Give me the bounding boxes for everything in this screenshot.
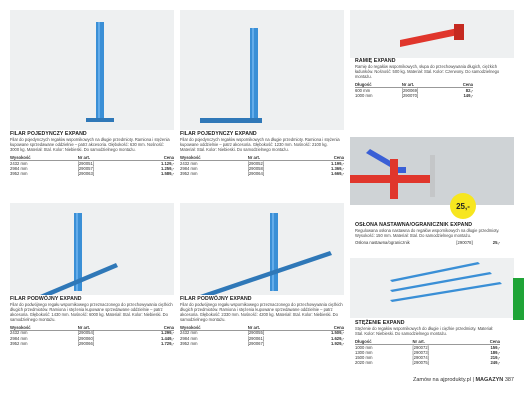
table-row: 3952 mm [290064] 1.669,-: [180, 170, 344, 176]
product-image-brace: [350, 258, 514, 318]
table-row: 2984 mm [290057] 1.259,-: [10, 165, 174, 171]
table-row: 3952 mm [290066] 1.729,-: [10, 340, 174, 346]
price-table: [355, 241, 500, 246]
product-filar-pojedynczy-630: [10, 131, 174, 177]
table-row: 1000 mm [290070] 149,-: [355, 92, 473, 98]
header-price: Cena: [301, 155, 344, 161]
product-description: Filar do pojedynczych regałów wspornikowych na długie przedmioty. Ramiona i stężenia kupowane sprzedawane oddzielnie – patrz akcesoria. Głębokość: 630 mm. Nośność: 3000 kg. Materiał: Stal. Kolor: Niebieski. Do samodzielnego montażu.: [10, 137, 170, 152]
price-table: [355, 339, 500, 366]
footer-separator: |: [472, 377, 474, 383]
table-row: 2432 mm [290052] 1.199,-: [180, 160, 344, 166]
product-image-single-630: [10, 10, 174, 130]
price-badge: [450, 193, 476, 219]
product-description: Filar do podwójnego regału wspornikowego przeznaczonego do przechowywania ciężkich długich przedmiotów. Ramiona i stężenia kupowane sprzedawane oddzielnie – patrz akcesoria. Głębokość: 1430 mm. Nośność: 6000 kg. Materiał: Stal. Kolor: Niebieski. Do samodzielnego montażu.: [10, 302, 173, 322]
brace-icon: [350, 258, 514, 318]
product-filar-podwojny-1430: [10, 296, 174, 347]
header-price: Cena: [446, 82, 473, 88]
table-row: 1000 mm [290072] 159,-: [355, 344, 500, 350]
product-stezenie: [355, 320, 500, 366]
product-image-arm: [350, 10, 514, 58]
price-badge-text: 25,-: [456, 201, 470, 211]
table-row: 600 mm [290069] 82,-: [355, 87, 473, 93]
product-description: Regulowana osłona nastawna do regałów wspornikowych na długie przedmioty. Wysokość: 150 mm. Materiał: Stal. Do samodzielnego montażu.: [355, 228, 500, 238]
table-row: 2432 mm [290054] 1.299,-: [10, 330, 174, 336]
header-art: Nr art.: [248, 155, 302, 161]
product-oslona: [355, 222, 500, 246]
header-length: Długość: [355, 339, 413, 345]
stopper-icon: [350, 137, 514, 205]
header-height: Wysokość: [10, 325, 78, 331]
product-title: OSŁONA NASTAWNA/OGRANICZNIK EXPAND: [355, 222, 473, 228]
product-filar-podwojny-2330: [180, 296, 344, 347]
product-description: Filar do pojedynczych regałów wspornikowych na długie przedmioty. Ramiona i stężenia kupowane oddzielnie – patrz akcesoria. Głębokość: 1230 mm. Nośność: 2100 kg. Materiał: Stal. Kolor: Niebieski. Do samodzielnego montażu.: [180, 137, 340, 152]
product-title: RAMIĘ EXPAND: [355, 58, 396, 64]
table-row: 2020 mm [290075] 249,-: [355, 360, 500, 366]
product-title: FILAR POJEDYNCZY EXPAND: [10, 131, 87, 137]
product-description: Ramię do regałów wspornikowych, słupa do przechowywania długich, ciężkich ładunków. Nośność: 500 kg. Materiał: Stal. Kolor: Czerwony. Do samodzielnego montażu.: [355, 64, 500, 79]
product-title: STĘŻENIE EXPAND: [355, 320, 405, 326]
header-height: Wysokość: [180, 155, 248, 161]
product-filar-pojedynczy-1230: [180, 131, 344, 177]
table-row: 2984 mm [290061] 1.629,-: [180, 335, 344, 341]
table-row: 2984 mm [290058] 1.369,-: [180, 165, 344, 171]
product-ramie: [355, 58, 515, 99]
header-price: Cena: [131, 155, 174, 161]
table-row: 2432 mm [290051] 1.129,-: [10, 160, 174, 166]
page-footer: [413, 377, 514, 383]
double-pillar-long-icon: [180, 203, 344, 295]
table-row: 2432 mm [290055] 1.509,-: [180, 330, 344, 336]
arm-icon: [350, 10, 514, 58]
product-title: FILAR POJEDYNCZY EXPAND: [180, 131, 257, 137]
page-number: 387: [504, 377, 514, 383]
price-table: [180, 325, 344, 347]
header-price: Cena: [301, 325, 344, 331]
table-row: Osłona nastawna/ogranicznik [290078] 25,-: [355, 240, 500, 245]
price-table: [355, 82, 473, 99]
footer-section: MAGAZYN: [475, 377, 504, 383]
product-image-double-1430: [10, 203, 174, 295]
product-image-stopper: [350, 137, 514, 205]
header-height: Wysokość: [10, 155, 78, 161]
product-image-double-2330: [180, 203, 344, 295]
single-pillar-long-icon: [180, 10, 344, 130]
table-row: 1300 mm [290073] 189,-: [355, 349, 500, 355]
table-row: 2984 mm [290060] 1.449,-: [10, 335, 174, 341]
double-pillar-icon: [10, 203, 174, 295]
header-art: Nr art.: [78, 155, 132, 161]
header-price: Cena: [131, 325, 174, 331]
table-row: 3952 mm [290063] 1.589,-: [10, 170, 174, 176]
header-art: Nr art.: [413, 339, 467, 345]
section-tab: [513, 278, 524, 320]
header-art: Nr art.: [402, 82, 446, 88]
price-table: [180, 155, 344, 177]
product-description: Stężenie do regałów wspornikowych do długie i ciężkie przedmioty. Materiał: Stal. Kolor: Niebieski. Do samodzielnego montażu.: [355, 326, 494, 336]
table-row: 3952 mm [290067] 1.929,-: [180, 340, 344, 346]
product-title: FILAR PODWÓJNY EXPAND: [180, 296, 252, 302]
product-description: Filar do podwójnego regału wspornikowego przeznaczonego do przechowywania ciężkich długich przedmiotów. Ramiona i stężenia kupowane sprzedawane oddzielnie – patrz akcesoria. Głębokość: 2330 mm. Nośność: 4200 kg. Materiał: Stal. Kolor: Niebieski. Do samodzielnego montażu.: [180, 302, 343, 322]
header-price: Cena: [466, 339, 500, 345]
price-table: [10, 155, 174, 177]
table-row: 1500 mm [290074] 219,-: [355, 354, 500, 360]
footer-link[interactable]: Zamów na ajprodukty.pl: [412, 377, 471, 383]
header-art: Nr art.: [78, 325, 132, 331]
header-height: Wysokość: [180, 325, 248, 331]
single-pillar-icon: [10, 10, 174, 130]
product-title: FILAR PODWÓJNY EXPAND: [10, 296, 82, 302]
product-image-single-1230: [180, 10, 344, 130]
header-length: Długość: [355, 82, 402, 88]
price-table: [10, 325, 174, 347]
header-art: Nr art.: [248, 325, 302, 331]
